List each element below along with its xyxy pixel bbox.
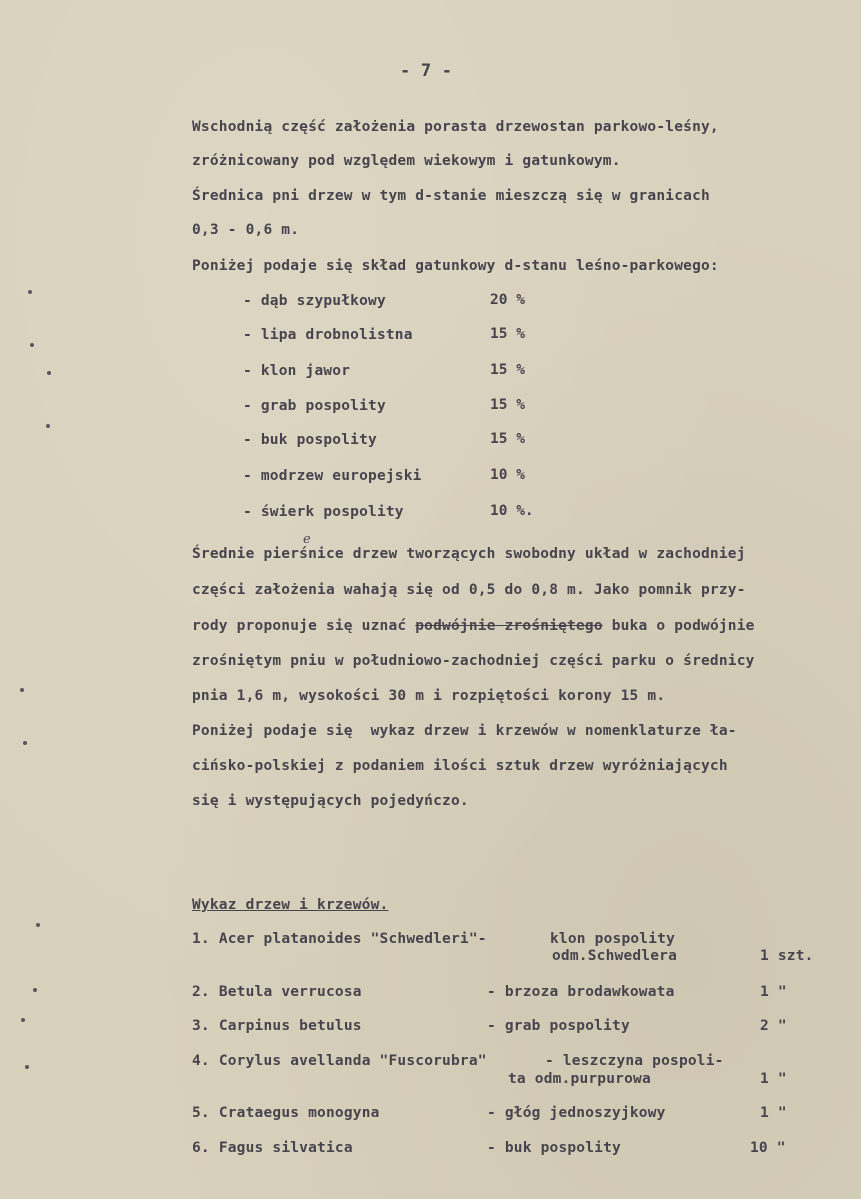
paragraph-line: Wschodnią część założenia porasta drzewostan parkowo-leśny, <box>192 119 719 135</box>
latin-name: Corylus avellanda "Fuscorubra" <box>218 1053 487 1069</box>
species-name: - dąb szypułkowy <box>243 293 386 309</box>
paragraph-line: cińsko-polskiej z podaniem ilości sztuk drzew wyróżniających <box>192 758 728 774</box>
species-name: - klon jawor <box>243 363 351 379</box>
list-number: 5. <box>192 1105 210 1121</box>
polish-name-cont: odm.Schwedlera <box>552 948 678 964</box>
polish-name-cont: ta odm.purpurowa <box>508 1071 651 1087</box>
list-item-latin <box>192 1017 362 1035</box>
species-percent: 15 % <box>490 397 525 413</box>
text-span: rody proponuje się uznać <box>192 618 416 634</box>
species-percent: 15 % <box>490 362 525 378</box>
quantity: 1 " <box>760 1105 787 1121</box>
polish-name: - grab pospolity <box>487 1018 630 1034</box>
species-name: - buk pospolity <box>243 432 377 448</box>
quantity: 1 " <box>760 984 787 1000</box>
paragraph-line: się i występujących pojedyńczo. <box>192 793 469 809</box>
paragraph-line: zrośniętym pniu w południowo-zachodniej części parku o średnicy <box>192 653 755 669</box>
species-name: - świerk pospolity <box>243 504 404 520</box>
polish-name: - leszczyna pospoli- <box>545 1053 724 1069</box>
paragraph-line: zróżnicowany pod względem wiekowym i gatunkowym. <box>192 153 621 169</box>
scan-speck <box>23 741 27 745</box>
species-percent: 15 % <box>490 326 525 342</box>
scan-speck <box>30 343 34 347</box>
text-span: buka o podwójnie <box>602 618 755 634</box>
quantity: 1 " <box>760 1071 787 1087</box>
handwritten-correction: e <box>303 532 311 547</box>
species-percent: 10 % <box>490 467 525 483</box>
latin-name: Betula verrucosa <box>218 984 362 1000</box>
struck-text: podwójnie zrośniętego <box>415 618 603 634</box>
species-percent: 20 % <box>490 292 525 308</box>
page-number: - 7 - <box>400 61 453 81</box>
species-name: - lipa drobnolistna <box>243 327 413 343</box>
polish-name: - głóg jednoszyjkowy <box>487 1105 666 1121</box>
list-item-latin <box>192 1052 487 1070</box>
paragraph-line: Poniżej podaje się wykaz drzew i krzewów w nomenklaturze ła- <box>192 723 737 739</box>
scan-speck <box>25 1065 29 1069</box>
list-title: Wykaz drzew i krzewów. <box>192 897 389 913</box>
quantity: 1 szt. <box>760 948 814 964</box>
list-item-latin <box>192 930 487 948</box>
scan-speck <box>20 688 24 692</box>
composition-intro: Poniżej podaje się skład gatunkowy d-stanu leśno-parkowego: <box>192 258 719 274</box>
list-item-latin <box>192 983 362 1001</box>
scan-speck <box>47 371 51 375</box>
paragraph-line: Średnica pni drzew w tym d-stanie mieszczą się w granicach <box>192 188 710 204</box>
scan-speck <box>36 923 40 927</box>
paragraph-line: Średnie pierśnice drzew tworzących swobodny układ w zachodniej <box>192 546 746 562</box>
scan-speck <box>46 424 50 428</box>
polish-name: klon pospolity <box>550 931 676 947</box>
species-name: - modrzew europejski <box>243 468 422 484</box>
polish-name: - buk pospolity <box>487 1140 621 1156</box>
list-number: 6. <box>192 1140 210 1156</box>
quantity: 2 " <box>760 1018 787 1034</box>
species-name: - grab pospolity <box>243 398 386 414</box>
paragraph-line <box>192 617 755 635</box>
species-percent: 10 %. <box>490 503 534 519</box>
list-number: 3. <box>192 1018 210 1034</box>
latin-name: Fagus silvatica <box>218 1140 353 1156</box>
scan-speck <box>33 988 37 992</box>
list-number: 4. <box>192 1053 210 1069</box>
latin-name: Crataegus monogyna <box>218 1105 380 1121</box>
latin-name: Acer platanoides "Schwedleri"- <box>218 931 487 947</box>
list-item-latin <box>192 1139 353 1157</box>
polish-name: - brzoza brodawkowata <box>487 984 675 1000</box>
scan-speck <box>21 1018 25 1022</box>
paragraph-line: części założenia wahają się od 0,5 do 0,8 m. Jako pomnik przy- <box>192 582 746 598</box>
latin-name: Carpinus betulus <box>218 1018 362 1034</box>
paragraph-line: 0,3 - 0,6 m. <box>192 222 300 238</box>
scan-speck <box>28 290 32 294</box>
list-number: 2. <box>192 984 210 1000</box>
species-percent: 15 % <box>490 431 525 447</box>
paragraph-line: pnia 1,6 m, wysokości 30 m i rozpiętości korony 15 m. <box>192 688 666 704</box>
quantity: 10 " <box>750 1140 786 1156</box>
list-item-latin <box>192 1104 380 1122</box>
list-number: 1. <box>192 931 210 947</box>
